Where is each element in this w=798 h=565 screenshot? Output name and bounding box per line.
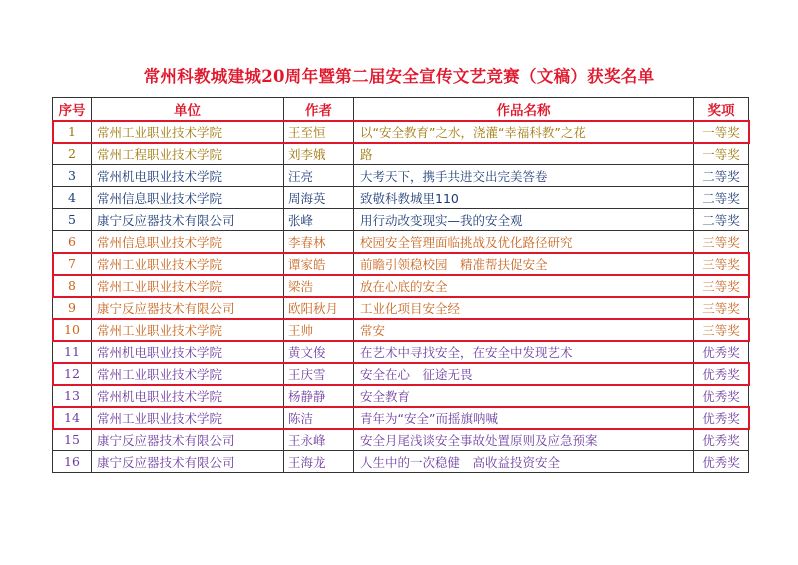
- row-unit-cell: 常州工程职业技术学院: [92, 143, 284, 165]
- row-author-cell: 周海英: [284, 187, 354, 209]
- header-no: 序号: [53, 98, 92, 121]
- row-no-cell: 5: [53, 209, 92, 231]
- table-row: [53, 165, 749, 187]
- table-row: [53, 451, 749, 473]
- row-unit-cell: 常州信息职业技术学院: [92, 187, 284, 209]
- table-row: [53, 363, 749, 385]
- row-unit-cell: 常州工业职业技术学院: [92, 275, 284, 297]
- row-unit-cell: 常州工业职业技术学院: [92, 121, 284, 143]
- header-award: 奖项: [694, 98, 749, 121]
- row-no-cell: 15: [53, 429, 92, 451]
- row-unit-cell: 康宁反应器技术有限公司: [92, 209, 284, 231]
- row-unit-cell: 常州工业职业技术学院: [92, 363, 284, 385]
- row-author-cell: 汪亮: [284, 165, 354, 187]
- row-author-cell: 梁浩: [284, 275, 354, 297]
- row-unit-cell: 常州机电职业技术学院: [92, 341, 284, 363]
- row-unit-cell: 常州工业职业技术学院: [92, 407, 284, 429]
- row-award-cell: 三等奖: [694, 275, 749, 297]
- row-author-cell: 黄文俊: [284, 341, 354, 363]
- header-author: 作者: [284, 98, 354, 121]
- row-unit-cell: 常州信息职业技术学院: [92, 231, 284, 253]
- row-work-cell: 常安: [354, 319, 694, 341]
- row-work-cell: 大考天下，携手共进交出完美答卷: [354, 165, 694, 187]
- row-work-cell: 以“安全教育”之水，浇灌“幸福科教”之花: [354, 121, 694, 143]
- row-award-cell: 优秀奖: [694, 451, 749, 473]
- row-author-cell: 李春林: [284, 231, 354, 253]
- row-award-cell: 三等奖: [694, 253, 749, 275]
- row-no-cell: 11: [53, 341, 92, 363]
- row-author-cell: 王庆雪: [284, 363, 354, 385]
- row-unit-cell: 常州机电职业技术学院: [92, 385, 284, 407]
- row-award-cell: 一等奖: [694, 121, 749, 143]
- row-unit-cell: 康宁反应器技术有限公司: [92, 297, 284, 319]
- header-unit: 单位: [92, 98, 284, 121]
- table-row: [53, 253, 749, 275]
- table-row: [53, 319, 749, 341]
- table-row: [53, 297, 749, 319]
- row-work-cell: 工业化项目安全经: [354, 297, 694, 319]
- row-award-cell: 二等奖: [694, 209, 749, 231]
- row-award-cell: 二等奖: [694, 165, 749, 187]
- row-work-cell: 放在心底的安全: [354, 275, 694, 297]
- table-row: [53, 209, 749, 231]
- row-author-cell: 王帅: [284, 319, 354, 341]
- row-work-cell: 青年为“安全”而摇旗呐喊: [354, 407, 694, 429]
- row-award-cell: 优秀奖: [694, 407, 749, 429]
- row-award-cell: 三等奖: [694, 319, 749, 341]
- table-row: [53, 187, 749, 209]
- row-work-cell: 用行动改变现实—我的安全观: [354, 209, 694, 231]
- row-award-cell: 优秀奖: [694, 385, 749, 407]
- row-no-cell: 16: [53, 451, 92, 473]
- header-row: [53, 98, 749, 121]
- table-row: [53, 275, 749, 297]
- row-unit-cell: 常州工业职业技术学院: [92, 319, 284, 341]
- row-award-cell: 二等奖: [694, 187, 749, 209]
- row-unit-cell: 常州机电职业技术学院: [92, 165, 284, 187]
- row-no-cell: 3: [53, 165, 92, 187]
- row-author-cell: 王海龙: [284, 451, 354, 473]
- row-author-cell: 陈洁: [284, 407, 354, 429]
- row-award-cell: 优秀奖: [694, 363, 749, 385]
- row-author-cell: 杨静静: [284, 385, 354, 407]
- row-work-cell: 致敬科教城里110: [354, 187, 694, 209]
- row-work-cell: 前瞻引领稳校园 精准帮扶促安全: [354, 253, 694, 275]
- award-table: [52, 97, 749, 473]
- row-no-cell: 6: [53, 231, 92, 253]
- row-award-cell: 三等奖: [694, 231, 749, 253]
- row-no-cell: 8: [53, 275, 92, 297]
- row-author-cell: 欧阳秋月: [284, 297, 354, 319]
- document-title: 常州科教城建城20周年暨第二届安全宣传文艺竞赛（文稿）获奖名单: [143, 67, 655, 86]
- table-row: [53, 121, 749, 143]
- row-no-cell: 14: [53, 407, 92, 429]
- row-award-cell: 一等奖: [694, 143, 749, 165]
- row-author-cell: 王永峰: [284, 429, 354, 451]
- table-row: [53, 407, 749, 429]
- row-no-cell: 9: [53, 297, 92, 319]
- row-work-cell: 安全在心 征途无畏: [354, 363, 694, 385]
- row-author-cell: 张峰: [284, 209, 354, 231]
- row-work-cell: 人生中的一次稳健 高收益投资安全: [354, 451, 694, 473]
- header-work: 作品名称: [354, 98, 694, 121]
- table-row: [53, 143, 749, 165]
- row-author-cell: 谭家皓: [284, 253, 354, 275]
- table-row: [53, 231, 749, 253]
- row-no-cell: 10: [53, 319, 92, 341]
- row-work-cell: 路: [354, 143, 694, 165]
- row-work-cell: 安全月尾浅谈安全事故处置原则及应急预案: [354, 429, 694, 451]
- row-award-cell: 三等奖: [694, 297, 749, 319]
- row-no-cell: 2: [53, 143, 92, 165]
- row-work-cell: 安全教育: [354, 385, 694, 407]
- row-work-cell: 校园安全管理面临挑战及优化路径研究: [354, 231, 694, 253]
- row-unit-cell: 康宁反应器技术有限公司: [92, 451, 284, 473]
- row-unit-cell: 常州工业职业技术学院: [92, 253, 284, 275]
- table-row: [53, 429, 749, 451]
- row-no-cell: 13: [53, 385, 92, 407]
- row-award-cell: 优秀奖: [694, 429, 749, 451]
- table-row: [53, 341, 749, 363]
- row-author-cell: 王至恒: [284, 121, 354, 143]
- row-no-cell: 1: [53, 121, 92, 143]
- row-work-cell: 在艺术中寻找安全，在安全中发现艺术: [354, 341, 694, 363]
- row-unit-cell: 康宁反应器技术有限公司: [92, 429, 284, 451]
- row-no-cell: 12: [53, 363, 92, 385]
- row-award-cell: 优秀奖: [694, 341, 749, 363]
- row-no-cell: 4: [53, 187, 92, 209]
- table-row: [53, 385, 749, 407]
- row-no-cell: 7: [53, 253, 92, 275]
- row-author-cell: 刘李娥: [284, 143, 354, 165]
